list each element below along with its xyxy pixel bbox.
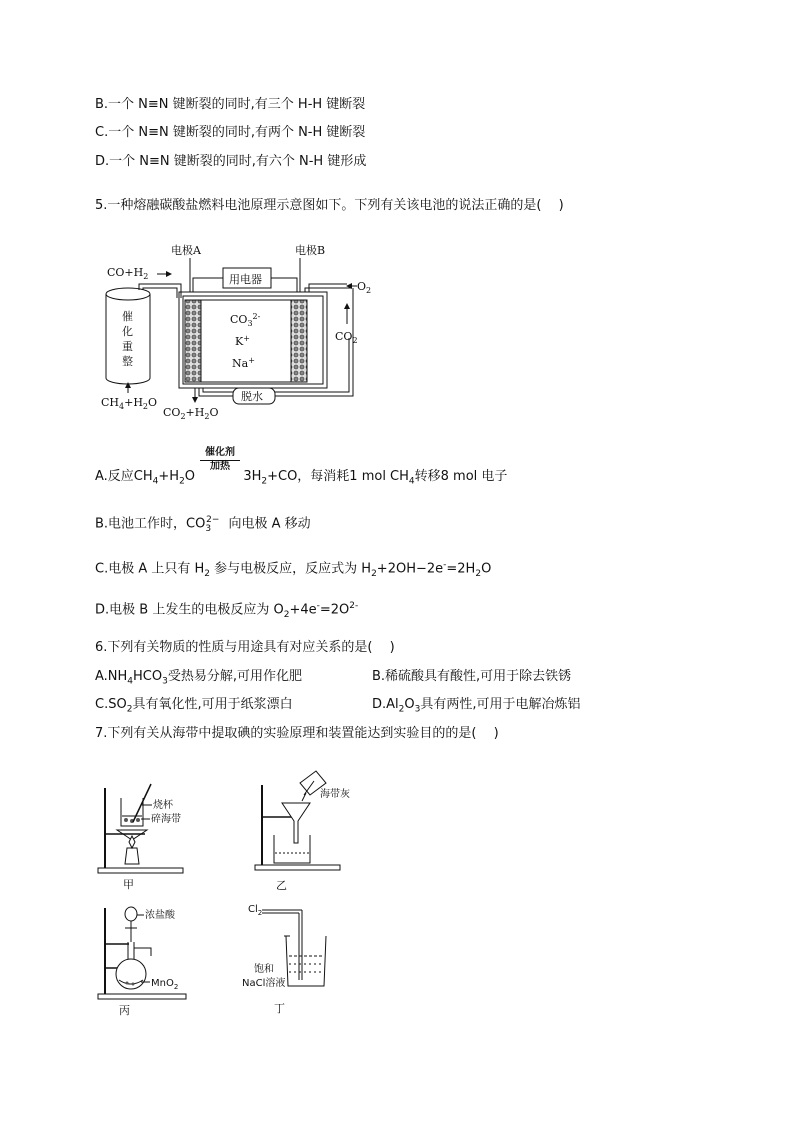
q6-option-c: $C.SO_2$具有氧化性,可用于纸浆漂白 [95, 697, 293, 715]
apparatus-yi [250, 765, 370, 895]
ch4-h2o-label: $CH_4+H_2O$ [101, 396, 158, 411]
ion-potassium: K+ [235, 334, 250, 348]
label-jia: 甲 [123, 878, 134, 891]
q5-option-b: B.电池工作时，$CO_3^{2-}$ 向电极 A 移动 [95, 515, 311, 534]
label-ash: 海带灰 [320, 789, 350, 800]
q6-option-d: $D.Al_2O_3$具有两性,可用于电解冶炼铝 [372, 697, 581, 715]
q5-option-d: D.电极 B 上发生的电极反应为 $O_2+4e^-=2O^{2-}$ [95, 601, 359, 620]
label-yi: 乙 [276, 879, 287, 892]
apparatus-jia [95, 778, 205, 893]
device-label: 用电器 [229, 273, 262, 286]
option-d-line: D.一个 N≡N 键断裂的同时,有六个 N-H 键形成 [95, 154, 367, 169]
label-beaker: 烧杯 [153, 800, 173, 811]
option-b-line: B.一个 N≡N 键断裂的同时,有三个 H-H 键断裂 [95, 97, 366, 112]
question-5-stem: 5.一种熔融碳酸盐燃料电池原理示意图如下。下列有关该电池的说法正确的是( ) [95, 198, 564, 213]
co2-h2o-label: $CO_2+H_2O$ [163, 406, 219, 421]
q5-option-a: A.反应$CH_4+H_2O$ $3H_2+CO$，每消耗1 mol $CH_4$转移8 mol 电子 [95, 469, 508, 487]
ion-carbonate: $CO_3^{2-}$ [230, 312, 261, 328]
o2-label: $O_2$ [357, 280, 372, 295]
label-bing: 丙 [119, 1004, 130, 1017]
label-cl2: $Cl_2$ [248, 904, 263, 917]
label-saturated: 饱和 [254, 964, 274, 975]
reformer-char-2: 化 [122, 325, 133, 338]
reformer-char-4: 整 [122, 355, 133, 368]
reformer-char-1: 催 [122, 310, 133, 323]
question-6-stem: 6.下列有关物质的性质与用途具有对应关系的是( ) [95, 640, 395, 655]
electrode-a-label: 电极A [171, 244, 201, 257]
electrode-b-label: 电极B [295, 244, 326, 257]
label-nacl: NaCl溶液 [242, 978, 286, 989]
q6-option-b: B.稀硫酸具有酸性,可用于除去铁锈 [372, 669, 572, 684]
label-seaweed: 碎海带 [151, 814, 181, 825]
apparatus-bing [95, 898, 205, 1018]
apparatus-ding [240, 898, 360, 1018]
option-c-line: C.一个 N≡N 键断裂的同时,有两个 N-H 键断裂 [95, 125, 366, 140]
label-hcl: 浓盐酸 [145, 910, 175, 921]
label-mno2: MnO$_2$ [151, 978, 179, 991]
q6-option-a: $A.NH_4HCO_3$受热易分解,可用作化肥 [95, 669, 302, 687]
fuel-cell-diagram [95, 238, 375, 423]
q5-option-c: C.电极 A 上只有 $H_2$ 参与电极反应，反应式为 $H_2+2OH-2e^-=2H_2O$ [95, 560, 492, 579]
reformer-char-3: 重 [122, 340, 133, 353]
question-7-stem: 7.下列有关从海带中提取碘的实验原理和装置能达到实验目的的是( ) [95, 726, 499, 741]
ion-sodium: Na+ [232, 356, 255, 370]
reaction-condition: 催化剂 加热 [200, 447, 240, 473]
dehydrate-label: 脱水 [241, 390, 263, 403]
co-h2-label: $CO+H_2$ [107, 266, 149, 281]
co2-label: $CO_2$ [335, 330, 358, 345]
label-ding: 丁 [274, 1002, 285, 1015]
